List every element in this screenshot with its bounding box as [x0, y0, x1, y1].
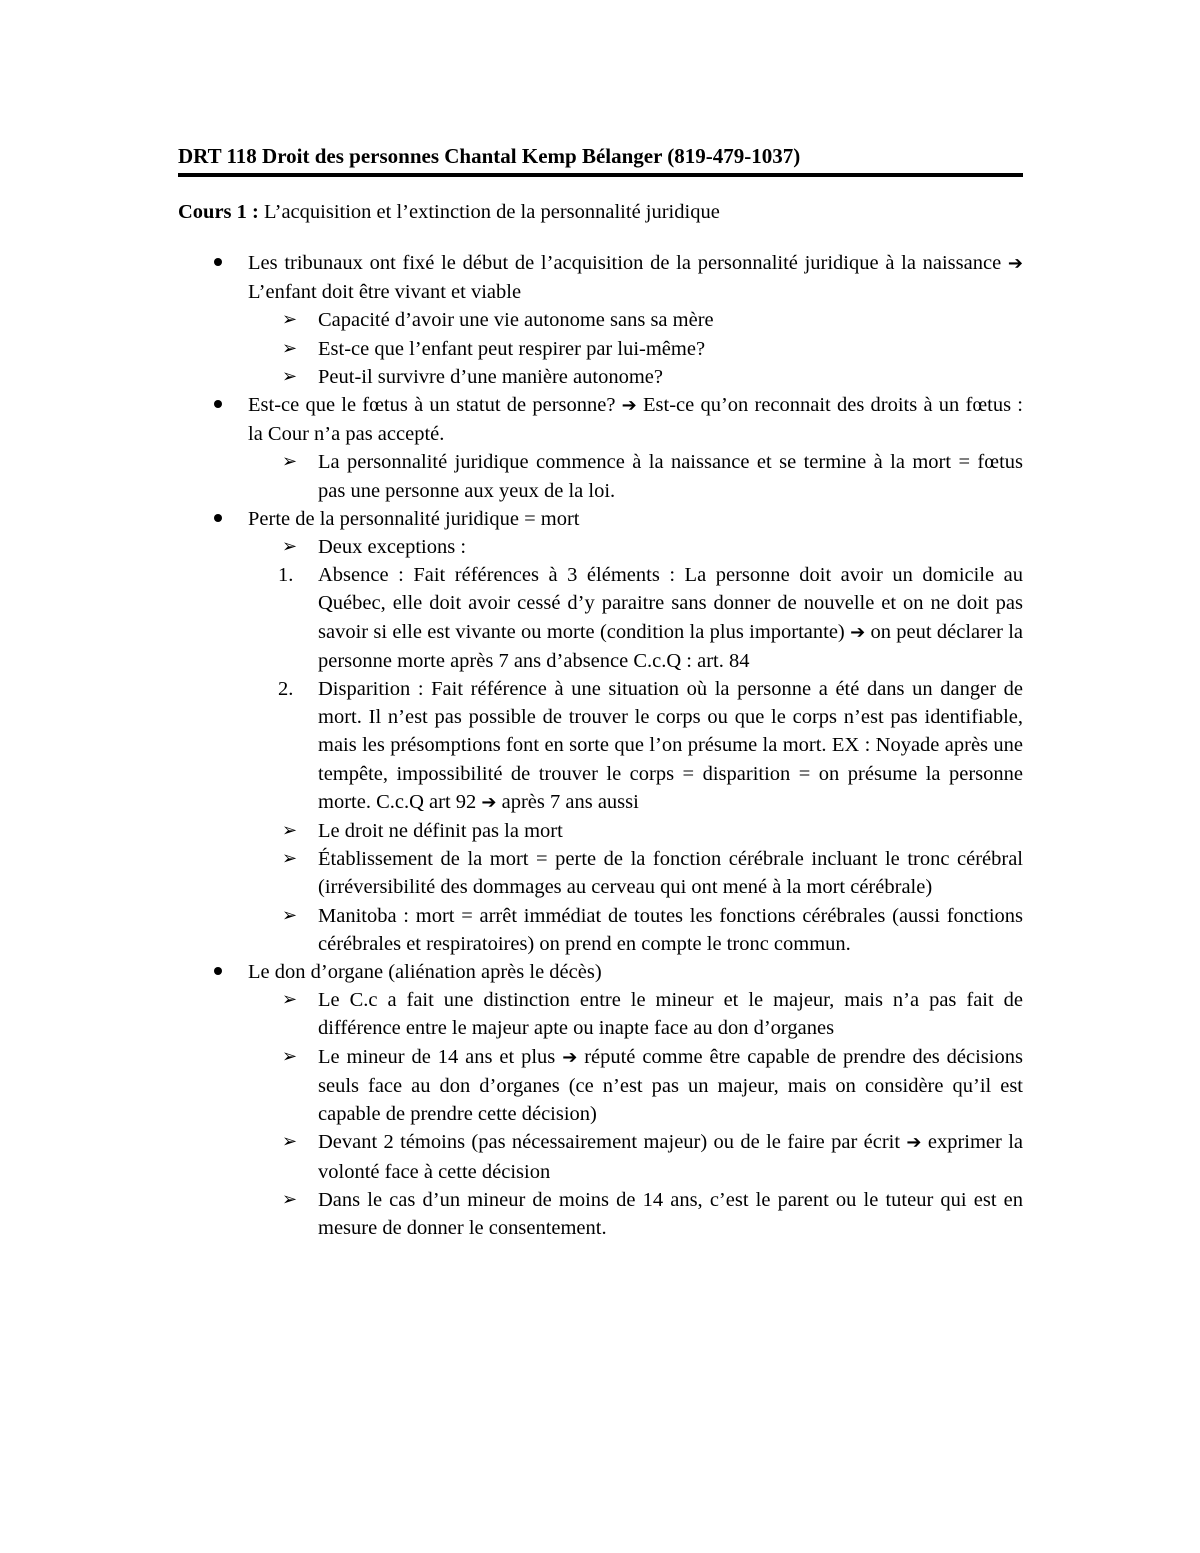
item-text: Peut-il survivre d’une manière autonome?	[318, 365, 663, 388]
arrowhead-bullet-icon: ➢	[282, 451, 298, 473]
list-item	[178, 958, 1023, 986]
arrowhead-bullet-icon: ➢	[282, 1045, 298, 1067]
list-item	[178, 902, 1023, 958]
arrowhead-bullet-icon: ➢	[282, 309, 298, 331]
list-item	[178, 505, 1023, 533]
document-title: DRT 118 Droit des personnes Chantal Kemp Bélanger (819-479-1037)	[178, 144, 801, 168]
numbered-item	[178, 561, 1023, 675]
notes-list	[178, 249, 1023, 1242]
item-text: Les tribunaux ont fixé le début de l’acquisition de la personnalité juridique à la naissance	[248, 252, 1008, 274]
list-item	[178, 306, 1023, 334]
arrowhead-bullet-icon: ➢	[282, 1188, 298, 1210]
arrowhead-bullet-icon: ➢	[282, 820, 298, 842]
item-text: réputé comme être capable de prendre des décisions seuls face au don d’organes (ce n’est pas un majeur, mais on considère qu’il est capable de prendre cette décision)	[318, 1045, 1023, 1126]
course-topic: L’acquisition et l’extinction de la personnalité juridique	[258, 201, 720, 223]
arrowhead-bullet-icon: ➢	[282, 1131, 298, 1153]
arrow-icon: ➔	[1007, 253, 1023, 274]
list-number: 1.	[278, 564, 294, 587]
list-item	[178, 817, 1023, 845]
list-item	[178, 986, 1023, 1042]
item-text: Devant 2 témoins (pas nécessairement majeur) ou de le faire par écrit	[318, 1131, 907, 1154]
list-item	[178, 448, 1023, 504]
bullet-icon	[214, 391, 222, 419]
list-item	[178, 533, 1023, 561]
arrow-icon: ➔	[562, 1046, 578, 1068]
numbered-item	[178, 675, 1023, 817]
item-text: Manitoba : mort = arrêt immédiat de toutes les fonctions cérébrales (aussi fonctions cérébrales et respiratoires) on prend en compte le tronc commun.	[318, 904, 1023, 955]
bullet-icon	[214, 505, 222, 533]
item-text: Le C.c a fait une distinction entre le mineur et le majeur, mais n’a pas fait de différence entre le majeur apte ou inapte face au don d’organes	[318, 989, 1023, 1040]
arrowhead-bullet-icon: ➢	[282, 904, 298, 926]
arrow-icon: ➔	[481, 791, 497, 813]
item-text: La personnalité juridique commence à la naissance et se termine à la mort = fœtus pas une personne aux yeux de la loi.	[318, 451, 1023, 502]
course-label: Cours 1 :	[178, 201, 259, 223]
item-text: Est-ce que l’enfant peut respirer par lui-même?	[318, 337, 706, 360]
arrowhead-bullet-icon: ➢	[282, 989, 298, 1011]
item-text: Disparition : Fait référence à une situation où la personne a été dans un danger de mort. Il n’est pas possible de trouver le corps ou que le corps n’est pas identifiable, mais les présomptions font en sorte que l’on présume la mort. EX : Noyade après une tempête, impossibilité de trouver le corps = disparition = on présume la personne morte. C.c.Q art 92	[318, 678, 1023, 813]
item-text: L’enfant doit être vivant et viable	[248, 281, 522, 304]
item-text: Dans le cas d’un mineur de moins de 14 ans, c’est le parent ou le tuteur qui est en mesure de donner le consentement.	[318, 1188, 1023, 1239]
list-item	[178, 335, 1023, 363]
bullet-icon	[214, 958, 222, 986]
list-item	[178, 249, 1023, 306]
title-rule	[178, 173, 1023, 177]
item-text: Capacité d’avoir une vie autonome sans sa mère	[318, 309, 714, 332]
arrowhead-bullet-icon: ➢	[282, 536, 298, 558]
course-heading	[178, 197, 1023, 227]
list-item	[178, 363, 1023, 391]
document-body	[178, 141, 1023, 1242]
item-text: exprimer la volonté face à cette décision	[318, 1131, 1023, 1183]
arrow-icon: ➔	[906, 1132, 922, 1154]
arrow-icon: ➔	[850, 621, 866, 643]
list-item	[178, 391, 1023, 448]
item-text: Le mineur de 14 ans et plus	[318, 1045, 563, 1068]
bullet-icon	[214, 249, 222, 277]
item-text: après 7 ans aussi	[496, 790, 639, 813]
item-text: Le don d’organe (aliénation après le décès)	[248, 961, 602, 984]
list-item	[178, 1186, 1023, 1242]
item-text: Est-ce qu’on reconnait des droits à un fœtus : la Cour n’a pas accepté.	[248, 394, 1023, 446]
arrow-icon: ➔	[621, 395, 637, 417]
arrowhead-bullet-icon: ➢	[282, 365, 298, 387]
item-text: Est-ce que le fœtus à un statut de personne?	[248, 394, 622, 417]
item-text: Le droit ne définit pas la mort	[318, 820, 563, 843]
list-number: 2.	[278, 678, 294, 701]
list-item	[178, 1128, 1023, 1185]
list-item	[178, 845, 1023, 901]
item-text: Absence : Fait références à 3 éléments : La personne doit avoir un domicile au Québec, elle doit avoir cessé d’y paraitre sans donner de nouvelle et on ne doit pas savoir si elle est vivante ou morte (condition la plus importante)	[318, 564, 1023, 643]
arrowhead-bullet-icon: ➢	[282, 848, 298, 870]
item-text: on peut déclarer la personne morte après 7 ans d’absence C.c.Q : art. 84	[318, 620, 1023, 672]
list-item	[178, 1043, 1023, 1129]
item-text: Deux exceptions :	[318, 536, 467, 559]
item-text: Établissement de la mort = perte de la fonction cérébrale incluant le tronc cérébral (irréversibilité des dommages au cerveau qui ont mené à la mort cérébrale)	[318, 848, 1023, 899]
item-text: Perte de la personnalité juridique = mort	[248, 507, 580, 530]
arrowhead-bullet-icon: ➢	[282, 337, 298, 359]
